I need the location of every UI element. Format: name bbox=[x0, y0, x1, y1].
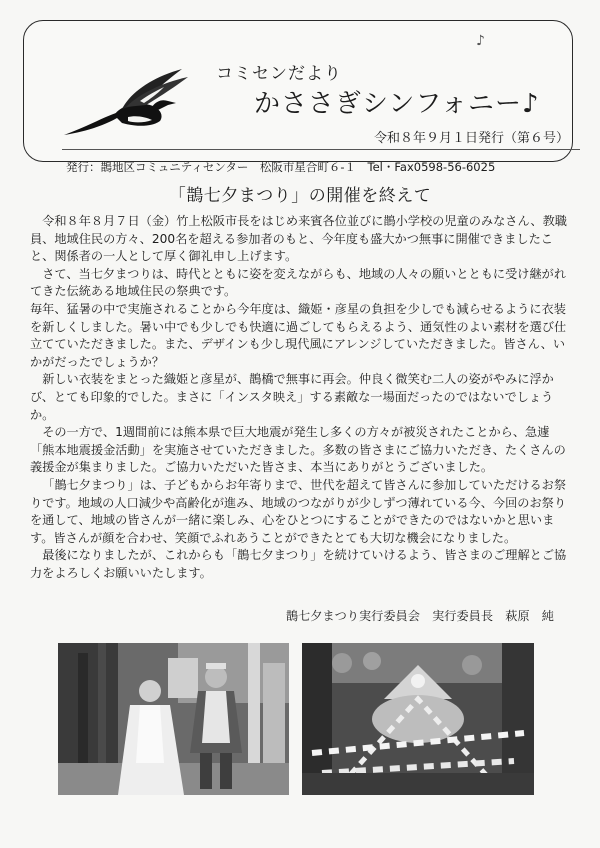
article-paragraph: 「鵲七夕まつり」は、子どもからお年寄りまで、世代を超えて皆さんに参加していただけるお祭りです。地域の人口減少や高齢化が進み、地域のつながりが少しずつ薄れている今、今回のお祭りを通して、地域の皆さんが一緒に楽しみ、心をひとつにすることができたのではないかと思います。皆さんが顔を合わせ、笑顔でふれあうことができたとても大切な機会になりました。 bbox=[30, 477, 567, 545]
festival-photo-costumes bbox=[58, 643, 289, 795]
article-paragraph: 令和８年８月７日（金）竹上松阪市長をはじめ来賓各位並びに鵲小学校の児童のみなさん、教職員、地域住民の方々、200名を超える参加者のもと、今年度も盛大かつ無事に開催できましたこと、関係者の一人として厚く御礼申し上げます。 bbox=[30, 214, 567, 264]
music-note-icon: ♪ bbox=[476, 33, 485, 49]
article-paragraph: 新しい衣装をまとった織姫と彦星が、鵲橋で無事に再会。仲良く微笑む二人の姿がやみに浮かび、とても印象的でした。まさに「インスタ映え」する素敵な一場面だったのではないでしょうか。 bbox=[30, 372, 554, 422]
article-paragraph: 毎年、猛暑の中で実施されることから今年度は、織姫・彦星の負担を少しでも減らせるように衣装を新しくしました。暑い中でも少しでも快適に過ごしてもらえるよう、通気性のよい素材を選び仕立てていただきました。また、デザインも少し現代風にアレンジしていただきました。皆さん、いかがだったでしょうか？ bbox=[30, 301, 567, 369]
article-body bbox=[30, 213, 570, 582]
newsletter-title: かささぎシンフォニー♪ bbox=[254, 89, 540, 119]
masthead bbox=[23, 20, 573, 174]
article-headline: 「鵲七夕まつり」の開催を終えて bbox=[168, 186, 432, 206]
publisher-info: 発行：鵲地区コミュニティセンター 松阪市星合町６-１ Tel・Fax0598-56-6025 bbox=[66, 160, 496, 174]
issue-date: 令和８年９月１日発行（第６号） bbox=[374, 131, 570, 146]
header-divider bbox=[62, 149, 580, 150]
festival-photo-bridge bbox=[302, 643, 534, 795]
article-signature: 鵲七夕まつり実行委員会 実行委員長 萩原 純 bbox=[285, 609, 554, 623]
article-paragraph: その一方で、1週間前には熊本県で巨大地震が発生し多くの方々が被災されたことから、急遽「熊本地震援金活動」を実施させていただきました。多数の皆さまにご協力いただき、たくさんの義援金が集まりました。ご協力いただいた皆さま、本当にありがとうございました。 bbox=[30, 425, 566, 475]
article-paragraph: さて、当七夕まつりは、時代とともに姿を変えながらも、地域の人々の願いとともに受け継がれてきた伝統ある地域住民の祭典です。 bbox=[30, 266, 567, 299]
magpie-bird-icon bbox=[56, 65, 206, 145]
newsletter-subtitle: コミセンだより bbox=[216, 64, 342, 84]
article-paragraph: 最後になりましたが、これからも「鵲七夕まつり」を続けていけるよう、皆さまのご理解とご協力をよろしくお願いいたします。 bbox=[30, 548, 567, 580]
